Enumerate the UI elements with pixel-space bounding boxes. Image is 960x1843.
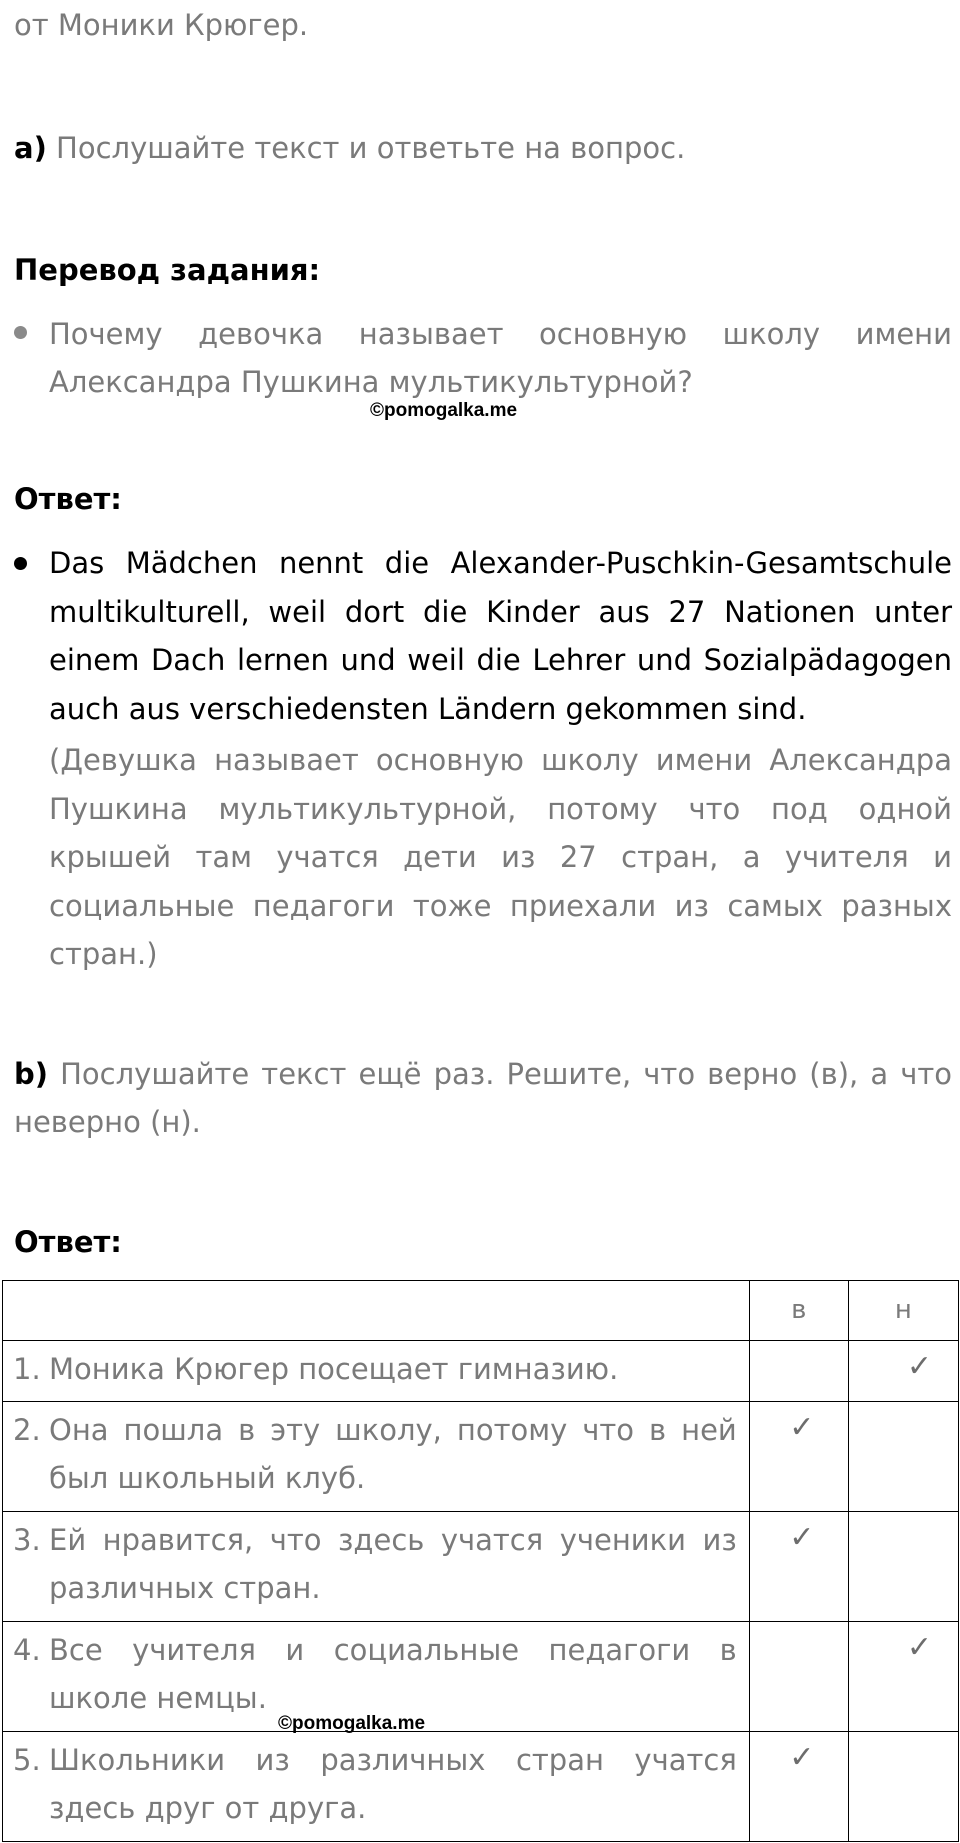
answer-a-russian: (Девушка называет основную школу имени Александра Пушкина мультикультурной, потому что под одной крышей там учатся дети из 27 стран, а учителя и социальные педагоги тоже приехали из самых разных стран.) [49,743,952,971]
statement-number: 4. [13,1633,41,1667]
statement-text: Она пошла в эту школу, потому что в ней был школьный клуб. [49,1413,737,1495]
watermark: ©pomogalka.me [370,400,518,421]
checkmark-icon: ✓ [789,1410,815,1445]
part-b-instruction [14,1050,952,1146]
table-row [3,1341,959,1402]
checkmark-icon: ✓ [906,1630,932,1665]
header-true-cell: в [749,1281,848,1341]
part-a-instruction [14,131,685,165]
header-statement-cell [3,1281,750,1341]
true-cell [749,1341,848,1402]
statement-cell [3,1341,750,1402]
checkmark-icon: ✓ [789,1520,815,1555]
statement-text: Ей нравится, что здесь учатся ученики из различных стран. [49,1523,737,1605]
statement [3,1512,749,1618]
statement [3,1402,749,1508]
part-a-label: a) [14,131,47,165]
false-cell [848,1341,958,1402]
part-b-text: Послушайте текст ещё раз. Решите, что верно (в), а что неверно (н). [14,1057,952,1139]
checkmark-icon: ✓ [789,1740,815,1775]
table-row [3,1512,959,1622]
statement [3,1732,749,1838]
table-row [3,1622,959,1732]
false-cell [848,1402,958,1512]
statement-number: 3. [13,1523,41,1557]
false-cell [848,1622,958,1732]
watermark: ©pomogalka.me [278,1713,426,1734]
translation-question: Почему девочка называет основную школу имени Александра Пушкина мультикультурной? [49,317,952,399]
answer-a-heading: Ответ: [14,482,122,516]
table-row [3,1402,959,1512]
statement-cell [3,1402,750,1512]
statement-number: 2. [13,1413,41,1447]
checkmark-icon: ✓ [906,1349,932,1384]
true-cell [749,1512,848,1622]
statement-text: Моника Крюгер посещает гимназию. [49,1352,619,1386]
statement-cell [3,1512,750,1622]
true-false-table [2,1280,959,1842]
intro-text: от Моники Крюгер. [14,8,309,42]
table-header-row [3,1281,959,1341]
table-row [3,1732,959,1842]
statement-text: Все учителя и социальные педагоги в школе немцы. [49,1633,737,1715]
answer-b-heading: Ответ: [14,1225,122,1259]
bullet-icon [14,326,27,339]
translation-heading: Перевод задания: [14,253,321,287]
statement [3,1341,749,1399]
statement-cell [3,1732,750,1842]
bullet-icon [14,557,27,570]
answer-a-german: Das Mädchen nennt die Alexander-Puschkin-Gesamtschule multikulturell, weil dort die Kinder aus 27 Nationen unter einem Dach lernen und weil die Lehrer und Sozialpädagogen auch aus verschiedensten Ländern gekommen sind. [49,546,952,726]
statement-number: 5. [13,1743,41,1777]
true-cell [749,1402,848,1512]
false-cell [848,1512,958,1622]
statement-text: Школьники из различных стран учатся здесь друг от друга. [49,1743,737,1825]
header-false-cell: н [848,1281,958,1341]
false-cell [848,1732,958,1842]
true-cell [749,1732,848,1842]
true-cell [749,1622,848,1732]
part-b-label: b) [14,1057,49,1091]
part-a-text: Послушайте текст и ответьте на вопрос. [56,131,686,165]
statement-number: 1. [13,1352,41,1386]
